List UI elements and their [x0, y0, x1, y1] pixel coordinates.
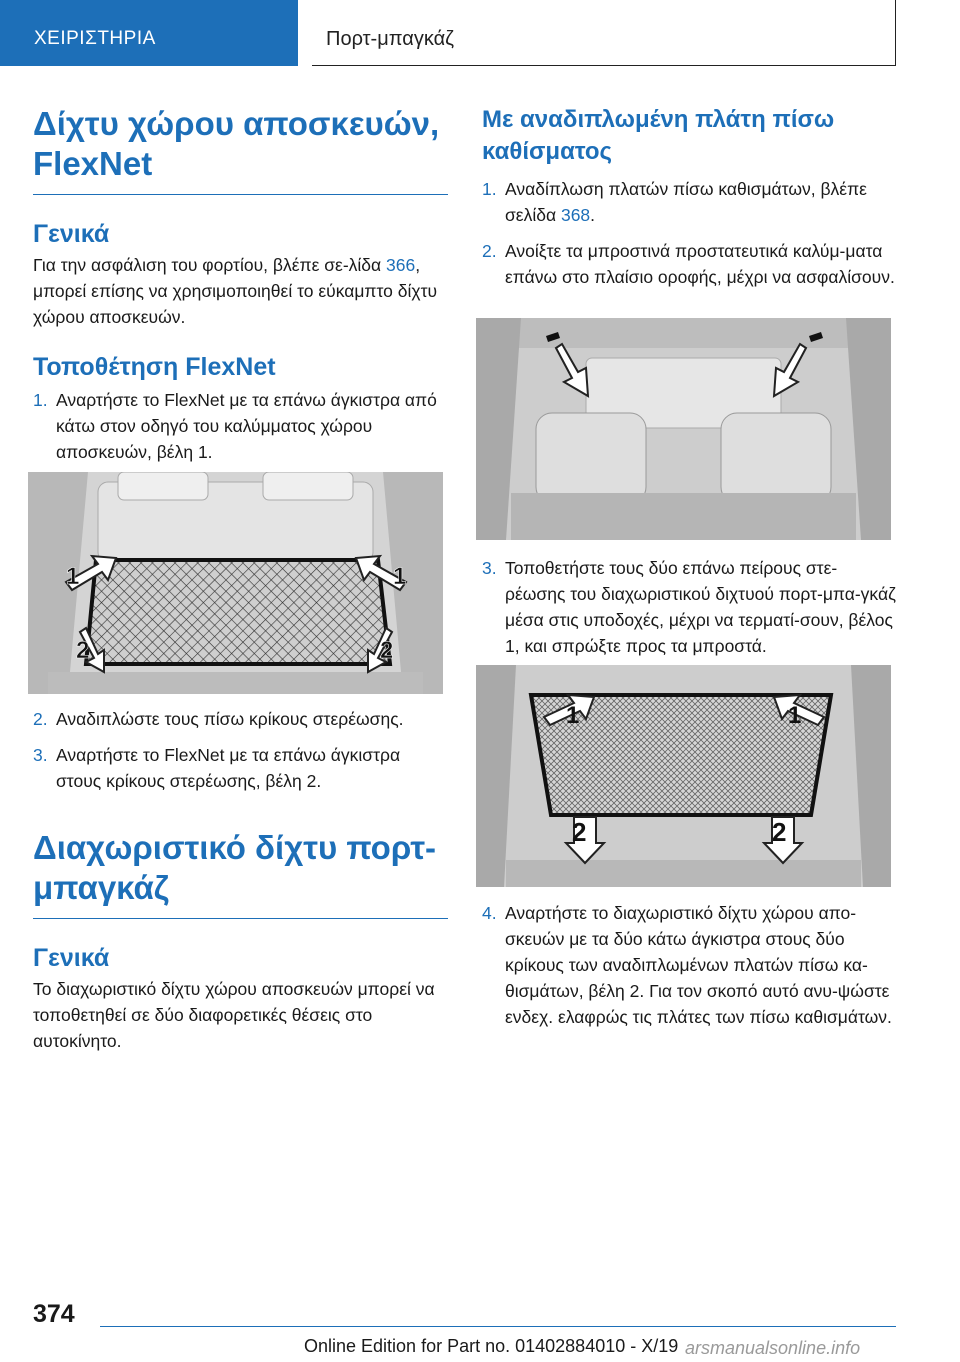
step-item: [482, 238, 897, 290]
step-text: Αναρτήστε το FlexNet με τα επάνω άγκιστρα από κάτω στον οδηγό του καλύμματος χώρου αποσκευών, βέλη 1.: [56, 390, 437, 462]
general-text: Το διαχωριστικό δίχτυ χώρου αποσκευών μπορεί να τοποθετηθεί σε δύο διαφορετικές θέσεις στο αυτοκίνητο.: [33, 979, 435, 1051]
step-item: [33, 706, 448, 732]
title-divider: [33, 194, 448, 195]
step-text: Ανοίξτε τα μπροστινά προστατευτικά καλύμ-ματα επάνω στο πλαίσιο οροφής, μέχρι να ασφαλίσουν.: [505, 241, 895, 287]
step-number: 3.: [33, 745, 48, 765]
figure-flexnet-mount: [28, 472, 443, 694]
folded-seat-heading: Με αναδιπλωμένη πλάτη πίσω καθίσματος: [482, 106, 835, 165]
divider-net-title: Διαχωριστικό δίχτυ πορτ- μπαγκάζ: [33, 829, 437, 906]
fig1-label: 1: [66, 563, 80, 590]
step-item: [33, 742, 448, 794]
header-section-tab: [0, 0, 298, 66]
general-heading: Γενικά: [33, 220, 110, 248]
watermark-text: arsmanualsonline.info: [685, 1338, 861, 1358]
step-number: 3.: [482, 558, 497, 578]
left-column-lower: [33, 706, 448, 1054]
step-item: [33, 387, 448, 465]
fig3-label: 2: [772, 817, 787, 847]
step-number: 4.: [482, 903, 497, 923]
edition-text: Online Edition for Part no. 01402884010 - X/19: [304, 1336, 679, 1356]
general-heading: Γενικά: [33, 944, 110, 972]
step-text: Αναρτήστε το διαχωριστικό δίχτυ χώρου απο-σκευών με τα δύο κάτω άγκιστρα στους δύο κρίκους των αναδιπλωμένων πλατών πίσω κα-θισμάτων, βέλη 2. Για τον σκοπό αυτό ανυ-ψώστε ενδεχ. ελαφρώς τις πλάτες των πίσω καθισμάτων.: [505, 903, 892, 1027]
fig3-label: 1: [566, 702, 580, 729]
step-number: 1.: [33, 390, 48, 410]
general-text: Για την ασφάλιση του φορτίου, βλέπε σε-λίδα 366, μπορεί επίσης να χρησιμοποιηθεί το εύκαμπτο δίχτυ χώρου αποσκευών.: [33, 255, 438, 327]
figure-roof-covers: [476, 318, 891, 540]
header-chapter-box: [312, 0, 896, 66]
right-column-mid: [482, 555, 897, 659]
page-link-368[interactable]: 368: [560, 205, 591, 225]
fig1-label: 2: [380, 637, 394, 664]
page-number: 374: [33, 1300, 75, 1328]
header-chapter-label: Πορτ-μπαγκάζ: [326, 28, 454, 50]
footer-divider: [100, 1326, 896, 1327]
step-number: 2.: [482, 241, 497, 261]
step-item: [482, 555, 897, 659]
fig1-label: 2: [76, 637, 90, 664]
figure-divider-net-install: [476, 665, 891, 887]
fig1-label: 1: [393, 563, 407, 590]
title-divider: [33, 918, 448, 919]
step-text: Αναρτήστε το FlexNet με τα επάνω άγκιστρα στους κρίκους στερέωσης, βέλη 2.: [56, 745, 401, 791]
right-column-lower: [482, 900, 897, 1030]
step-item: [482, 900, 897, 1030]
fig3-label: 1: [788, 702, 802, 729]
step-number: 2.: [33, 709, 48, 729]
step-item: 1. Αναδίπλωση πλατών πίσω καθισμάτων, βλέπε σελίδα 368.: [482, 176, 897, 228]
step-number: 1.: [482, 179, 497, 199]
fig3-label: 2: [572, 817, 587, 847]
mount-heading: Τοποθέτηση FlexNet: [33, 353, 276, 381]
page-link-366[interactable]: 366: [386, 255, 416, 275]
step-text: Αναδιπλώστε τους πίσω κρίκους στερέωσης.: [56, 709, 404, 729]
step-text: Αναδίπλωση πλατών πίσω καθισμάτων, βλέπε σελίδα: [505, 179, 867, 225]
header-section-label: ΧΕΙΡΙΣΤΗΡΙΑ: [34, 28, 156, 49]
right-column: [482, 96, 897, 290]
left-column: [33, 96, 448, 465]
step-text: Τοποθετήστε τους δύο επάνω πείρους στε-ρέωσης του διαχωριστικού διχτυού πορτ-μπα-γκάζ μέσα στις υποδοχές, μέχρι να τερματί-σουν, βέλος 1, και σπρώξτε προς τα μπροστά.: [505, 558, 896, 656]
flexnet-title: Δίχτυ χώρου αποσκευών, FlexNet: [33, 105, 440, 182]
